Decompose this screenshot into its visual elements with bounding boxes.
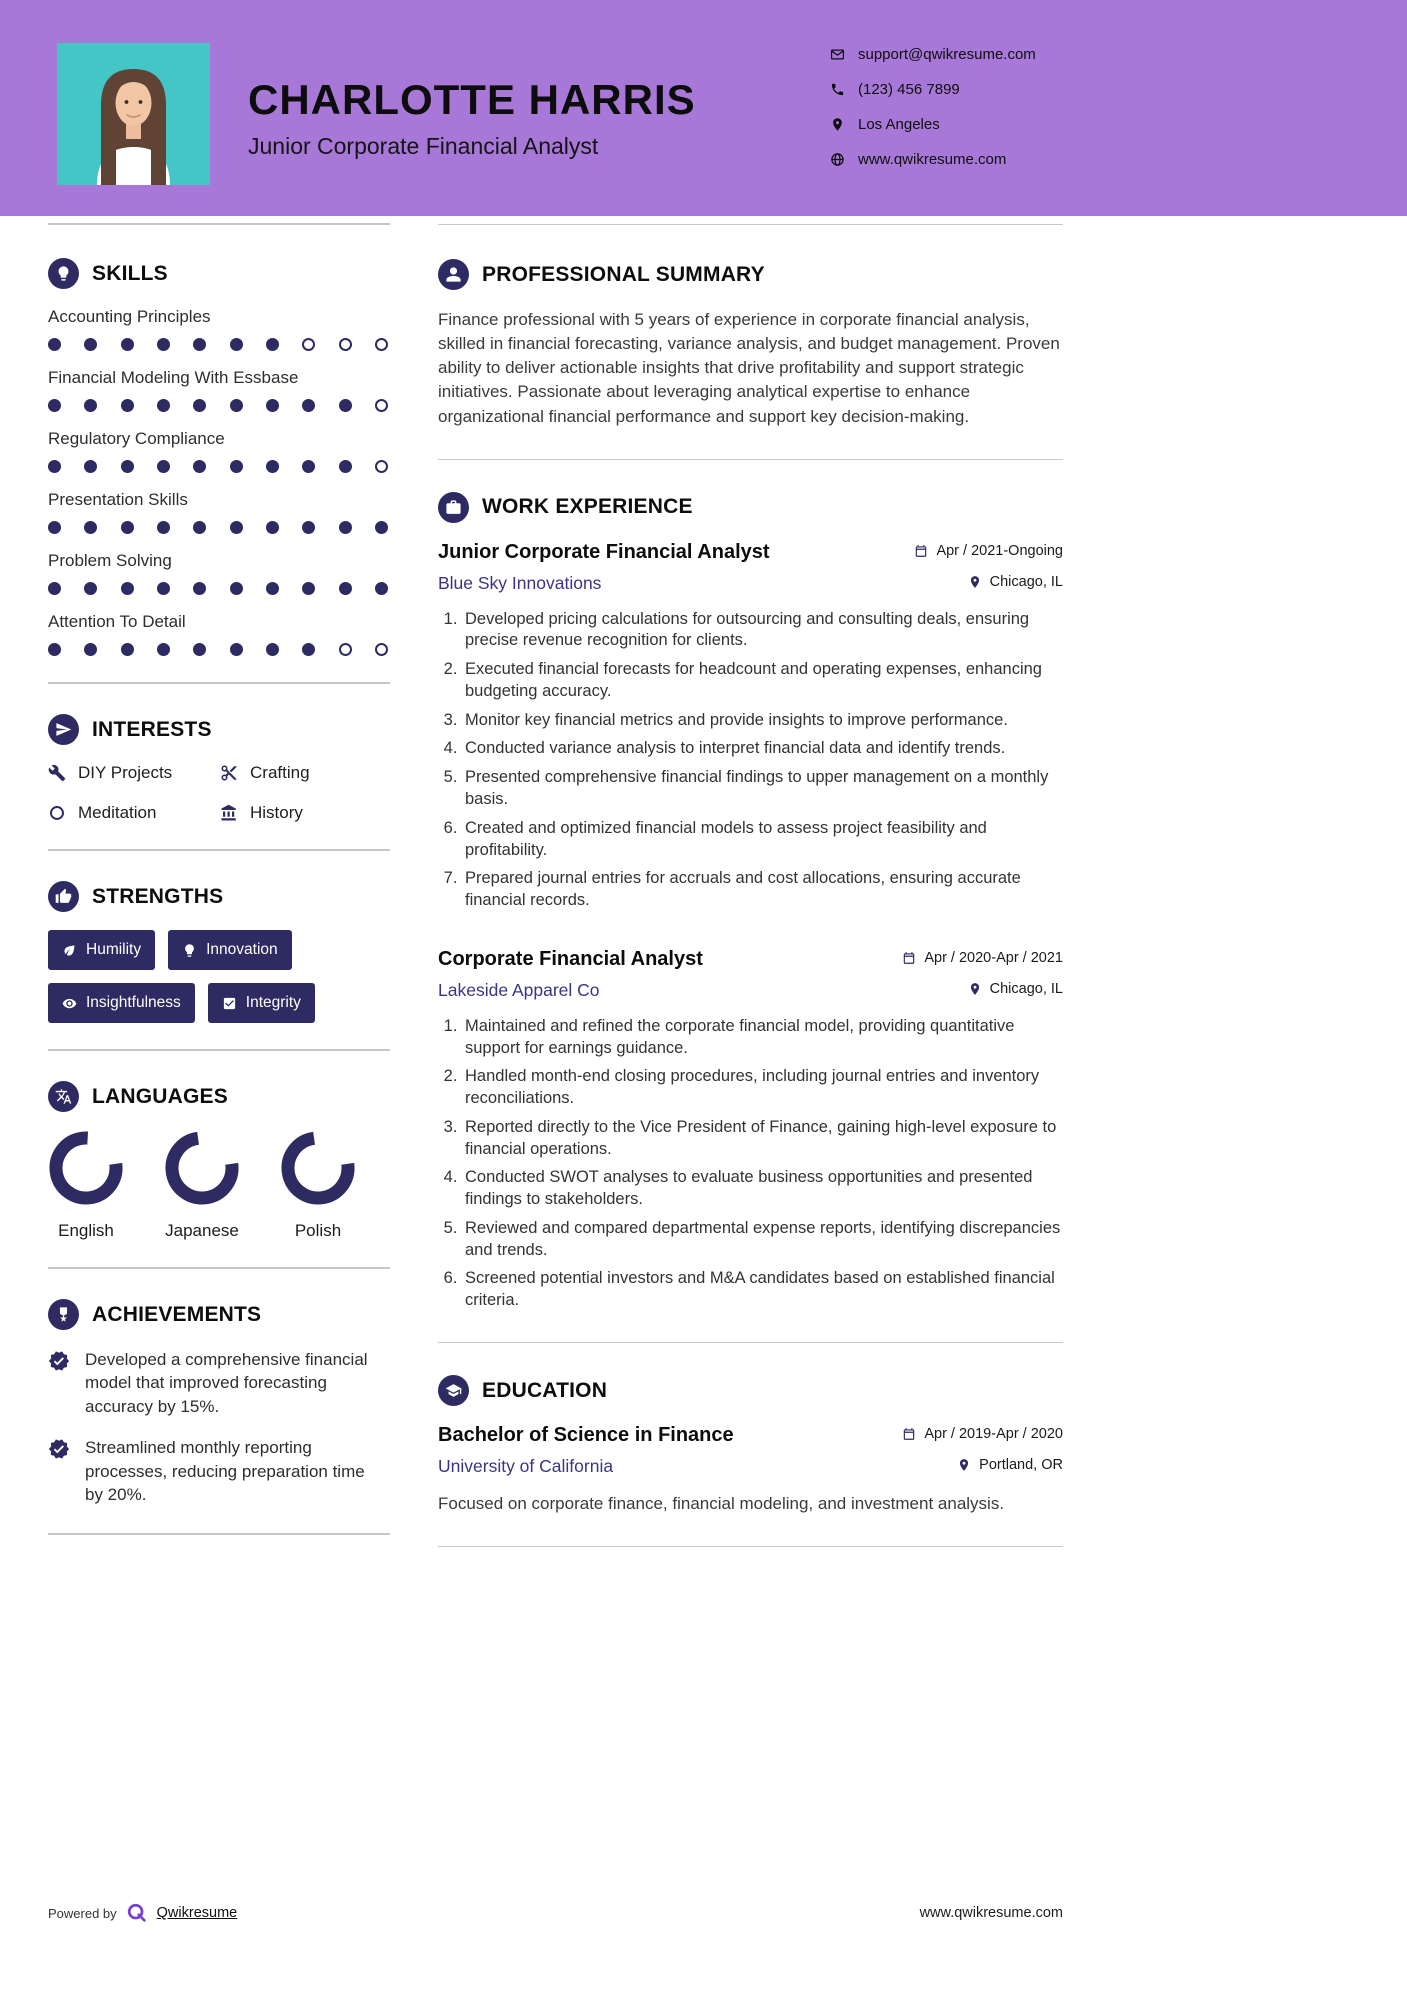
bulb-icon	[48, 258, 79, 289]
experience-bullet: 1. Developed pricing calculations for outsourcing and consulting deals, ensuring precise revenue recognition for clients.	[462, 609, 1063, 653]
language-item	[48, 1130, 124, 1241]
rating-dot-filled	[121, 399, 134, 412]
skills-list	[48, 307, 390, 656]
powered-by	[48, 1902, 237, 1924]
divider	[438, 459, 1063, 460]
degree-title: Bachelor of Science in Finance	[438, 1424, 734, 1446]
skill-label: Regulatory Compliance	[48, 429, 225, 448]
calendar-icon	[902, 1427, 916, 1441]
rating-dot-filled	[157, 338, 170, 351]
rating-dot-filled	[339, 582, 352, 595]
rating-dot-filled	[121, 460, 134, 473]
profile-photo	[57, 43, 210, 185]
rating-dot-filled	[375, 521, 388, 534]
company-name: Lakeside Apparel Co	[438, 979, 600, 1000]
achievement-item	[48, 1436, 390, 1506]
rating-dot-filled	[266, 643, 279, 656]
interests-list	[48, 763, 390, 823]
interest-item	[220, 763, 390, 783]
experience-bullet: 6. Created and optimized financial models to assess project feasibility and profitability.	[462, 818, 1063, 862]
achievements-header	[48, 1299, 390, 1330]
rating-dot-filled	[48, 582, 61, 595]
calendar-icon	[902, 951, 916, 965]
rating-dot-empty	[302, 338, 315, 351]
rating-dot-empty	[339, 643, 352, 656]
content-columns	[0, 216, 1407, 1579]
job-entry	[438, 948, 1063, 1312]
skill-item	[48, 490, 390, 534]
rating-dot-filled	[193, 643, 206, 656]
museum-icon	[220, 804, 238, 822]
strength-label: Integrity	[245, 994, 301, 1011]
candidate-name: CHARLOTTE HARRIS	[248, 76, 696, 123]
experience-section	[438, 492, 1063, 1312]
languages-heading: LANGUAGES	[92, 1084, 228, 1108]
rating-dot-filled	[230, 399, 243, 412]
strength-pill	[48, 983, 195, 1023]
achievement-item	[48, 1348, 390, 1418]
rating-dot-filled	[84, 582, 97, 595]
rating-dot-filled	[193, 582, 206, 595]
scissors-icon	[220, 764, 238, 782]
experience-bullet: 5. Presented comprehensive financial findings to upper management on a monthly basis.	[462, 767, 1063, 811]
rating-dot-filled	[48, 521, 61, 534]
paper-plane-icon	[48, 714, 79, 745]
rating-dot-filled	[84, 399, 97, 412]
contact-text: (123) 456 7899	[858, 81, 960, 98]
interest-item	[48, 763, 220, 783]
contact-text: Los Angeles	[858, 116, 940, 133]
strengths-header	[48, 881, 390, 912]
check-square-icon	[222, 996, 237, 1011]
wrench-icon	[48, 764, 66, 782]
strength-label: Innovation	[206, 941, 278, 958]
rating-dot-filled	[339, 521, 352, 534]
badge-star-icon	[48, 1350, 70, 1372]
rating-dot-filled	[84, 521, 97, 534]
job-location: Chicago, IL	[968, 574, 1063, 590]
footer	[48, 1902, 1063, 1924]
strength-pill	[208, 983, 315, 1023]
interest-label: History	[250, 803, 303, 822]
rating-dot-filled	[230, 460, 243, 473]
rating-dot-filled	[121, 338, 134, 351]
strengths-section	[48, 881, 390, 1023]
contact-item	[830, 116, 1036, 133]
skill-label: Presentation Skills	[48, 490, 188, 509]
rating-dot-filled	[121, 643, 134, 656]
pin-icon	[968, 575, 982, 589]
translate-icon	[48, 1081, 79, 1112]
briefcase-icon	[438, 492, 469, 523]
interest-label: DIY Projects	[78, 763, 173, 782]
rating-dot-empty	[375, 460, 388, 473]
strengths-heading: STRENGTHS	[92, 884, 224, 908]
education-note: Focused on corporate finance, financial modeling, and investment analysis.	[438, 1494, 1005, 1513]
job-entry	[438, 541, 1063, 912]
languages-section	[48, 1081, 390, 1241]
rating-dot-filled	[302, 643, 315, 656]
rating-dot-empty	[339, 338, 352, 351]
sidebar	[48, 216, 390, 1579]
rating-dot-empty	[375, 643, 388, 656]
summary-heading: PROFESSIONAL SUMMARY	[482, 262, 765, 286]
skill-rating	[48, 338, 390, 351]
rating-dot-filled	[339, 460, 352, 473]
skill-rating	[48, 643, 390, 656]
job-entry-title: Corporate Financial Analyst	[438, 947, 703, 970]
achievements-section	[48, 1299, 390, 1507]
school-name: University of California	[438, 1456, 614, 1476]
location-icon	[830, 117, 845, 132]
calendar-icon	[914, 544, 928, 558]
experience-bullet: 4. Conducted SWOT analyses to evaluate business opportunities and presented findings to stakeholders.	[462, 1167, 1063, 1211]
experience-bullet: 7. Prepared journal entries for accruals and cost allocations, ensuring accurate financial records.	[462, 868, 1063, 912]
person-icon	[438, 259, 469, 290]
summary-text: Finance professional with 5 years of experience in corporate financial analysis, skilled in financial forecasting, variance analysis, and budget management. Proven ability to deliver actionable insights that drive profitability and support strategic initiatives. Passionate about leveraging analytical expertise to enhance organizational financial performance and support key decision-making.	[438, 310, 1060, 426]
candidate-title: Junior Corporate Financial Analyst	[248, 133, 599, 159]
rating-dot-filled	[266, 338, 279, 351]
interest-label: Crafting	[250, 763, 310, 782]
email-icon	[830, 47, 845, 62]
experience-heading: WORK EXPERIENCE	[482, 495, 693, 519]
education-location: Portland, OR	[957, 1457, 1063, 1473]
skill-label: Attention To Detail	[48, 612, 186, 631]
experience-bullet: 1. Maintained and refined the corporate financial model, providing quantitative support for earnings guidance.	[462, 1016, 1063, 1060]
interests-section	[48, 714, 390, 823]
eye-icon	[62, 996, 77, 1011]
divider	[48, 1049, 390, 1051]
interest-item	[48, 803, 220, 823]
achievement-text: Streamlined monthly reporting processes, reducing preparation time by 20%.	[85, 1438, 365, 1505]
interests-heading: INTERESTS	[92, 717, 212, 741]
language-level-arc	[164, 1130, 240, 1206]
rating-dot-filled	[193, 338, 206, 351]
medal-icon	[48, 1299, 79, 1330]
education-dates: Apr / 2019-Apr / 2020	[902, 1426, 1063, 1442]
rating-dot-filled	[157, 643, 170, 656]
pin-icon	[957, 1458, 971, 1472]
rating-dot-filled	[157, 460, 170, 473]
language-label: Polish	[294, 1221, 342, 1240]
job-bullets	[438, 1016, 1063, 1312]
rating-dot-filled	[193, 521, 206, 534]
rating-dot-filled	[302, 460, 315, 473]
experience-bullet: 2. Executed financial forecasts for headcount and operating expenses, enhancing budgeting accuracy.	[462, 659, 1063, 703]
skills-section	[48, 258, 390, 656]
divider	[438, 224, 1063, 225]
skills-heading: SKILLS	[92, 261, 168, 285]
rating-dot-filled	[230, 338, 243, 351]
rating-dot-filled	[339, 399, 352, 412]
contact-text: www.qwikresume.com	[858, 151, 1007, 168]
divider	[48, 223, 390, 225]
job-dates: Apr / 2021-Ongoing	[914, 543, 1063, 559]
experience-bullet: 3. Reported directly to the Vice President of Finance, gaining high-level exposure to financial operations.	[462, 1117, 1063, 1161]
strength-label: Humility	[86, 941, 142, 958]
education-section	[438, 1375, 1063, 1516]
leaf-icon	[62, 943, 77, 958]
achievement-text: Developed a comprehensive financial model that improved forecasting accuracy by 15%.	[85, 1350, 368, 1416]
graduation-cap-icon	[438, 1375, 469, 1406]
experience-bullet: 5. Reviewed and compared departmental expense reports, identifying discrepancies and trends.	[462, 1218, 1063, 1262]
rating-dot-filled	[121, 521, 134, 534]
rating-dot-filled	[302, 521, 315, 534]
rating-dot-filled	[302, 399, 315, 412]
rating-dot-filled	[266, 399, 279, 412]
language-item	[280, 1130, 356, 1241]
strength-pill	[168, 930, 292, 970]
divider	[48, 682, 390, 684]
divider	[438, 1342, 1063, 1343]
skill-item	[48, 551, 390, 595]
rating-dot-filled	[230, 582, 243, 595]
rating-dot-filled	[84, 460, 97, 473]
footer-website: www.qwikresume.com	[919, 1905, 1063, 1921]
rating-dot-filled	[48, 460, 61, 473]
skill-item	[48, 612, 390, 656]
contact-text: support@qwikresume.com	[858, 46, 1036, 63]
job-bullets	[438, 609, 1063, 912]
qwikresume-link[interactable]: Qwikresume	[156, 1905, 238, 1921]
rating-dot-filled	[157, 582, 170, 595]
language-level-arc	[280, 1130, 356, 1206]
rating-dot-filled	[84, 643, 97, 656]
header	[0, 0, 1407, 216]
skill-rating	[48, 460, 390, 473]
rating-dot-filled	[193, 399, 206, 412]
contact-item	[830, 46, 1036, 63]
strength-label: Insightfulness	[86, 994, 181, 1011]
rating-dot-empty	[375, 338, 388, 351]
languages-header	[48, 1081, 390, 1112]
language-level-arc	[48, 1130, 124, 1206]
rating-dot-filled	[48, 643, 61, 656]
identity-block	[248, 76, 696, 160]
powered-by-label: Powered by	[48, 1905, 117, 1921]
portrait-illustration	[57, 43, 210, 185]
skills-header	[48, 258, 390, 289]
experience-header	[438, 492, 1063, 523]
education-list	[438, 1424, 1063, 1516]
lightbulb-icon	[182, 943, 197, 958]
rating-dot-filled	[157, 399, 170, 412]
jobs-list	[438, 541, 1063, 1312]
globe-icon	[830, 152, 845, 167]
languages-list	[48, 1130, 390, 1241]
contact-item	[830, 151, 1036, 168]
education-item	[438, 1424, 1063, 1516]
skill-item	[48, 429, 390, 473]
education-heading: EDUCATION	[482, 1378, 608, 1402]
pin-icon	[968, 982, 982, 996]
experience-bullet: 6. Screened potential investors and M&A candidates based on established financial criteria.	[462, 1268, 1063, 1312]
rating-dot-filled	[84, 338, 97, 351]
experience-bullet: 3. Monitor key financial metrics and provide insights to improve performance.	[462, 710, 1063, 732]
language-label: Japanese	[165, 1221, 239, 1240]
qwikresume-logo	[126, 1902, 148, 1924]
ring-icon	[48, 804, 66, 822]
divider	[438, 1546, 1063, 1547]
skill-label: Financial Modeling With Essbase	[48, 368, 299, 387]
skill-rating	[48, 399, 390, 412]
achievements-list	[48, 1348, 390, 1507]
achievements-heading: ACHIEVEMENTS	[92, 1302, 262, 1326]
rating-dot-filled	[266, 582, 279, 595]
company-name: Blue Sky Innovations	[438, 572, 602, 593]
contact-list	[830, 46, 1036, 168]
rating-dot-filled	[48, 399, 61, 412]
rating-dot-filled	[193, 460, 206, 473]
skill-item	[48, 368, 390, 412]
phone-icon	[830, 82, 845, 97]
rating-dot-filled	[230, 643, 243, 656]
interest-label: Meditation	[78, 803, 157, 822]
rating-dot-filled	[266, 460, 279, 473]
skill-rating	[48, 582, 390, 595]
language-item	[164, 1130, 240, 1241]
job-location: Chicago, IL	[968, 981, 1063, 997]
language-label: English	[58, 1221, 114, 1240]
experience-bullet: 4. Conducted variance analysis to interpret financial data and identify trends.	[462, 738, 1063, 760]
divider	[48, 1533, 390, 1535]
badge-star-icon	[48, 1438, 70, 1460]
job-entry-title: Junior Corporate Financial Analyst	[438, 540, 770, 563]
rating-dot-filled	[48, 338, 61, 351]
divider	[48, 1267, 390, 1269]
experience-bullet: 2. Handled month-end closing procedures, including journal entries and inventory reconciliations.	[462, 1066, 1063, 1110]
interest-item	[220, 803, 390, 823]
skill-label: Accounting Principles	[48, 307, 211, 326]
rating-dot-empty	[375, 399, 388, 412]
divider	[48, 849, 390, 851]
rating-dot-filled	[121, 582, 134, 595]
rating-dot-filled	[157, 521, 170, 534]
summary-section	[438, 259, 1063, 429]
education-header	[438, 1375, 1063, 1406]
skill-rating	[48, 521, 390, 534]
main-column	[438, 216, 1063, 1579]
job-dates: Apr / 2020-Apr / 2021	[902, 950, 1063, 966]
rating-dot-filled	[266, 521, 279, 534]
hand-icon	[48, 881, 79, 912]
contact-item	[830, 81, 1036, 98]
skill-item	[48, 307, 390, 351]
summary-header	[438, 259, 1063, 290]
rating-dot-filled	[302, 582, 315, 595]
skill-label: Problem Solving	[48, 551, 172, 570]
strengths-list	[48, 930, 390, 1023]
strength-pill	[48, 930, 155, 970]
interests-header	[48, 714, 390, 745]
rating-dot-filled	[375, 582, 388, 595]
rating-dot-filled	[230, 521, 243, 534]
